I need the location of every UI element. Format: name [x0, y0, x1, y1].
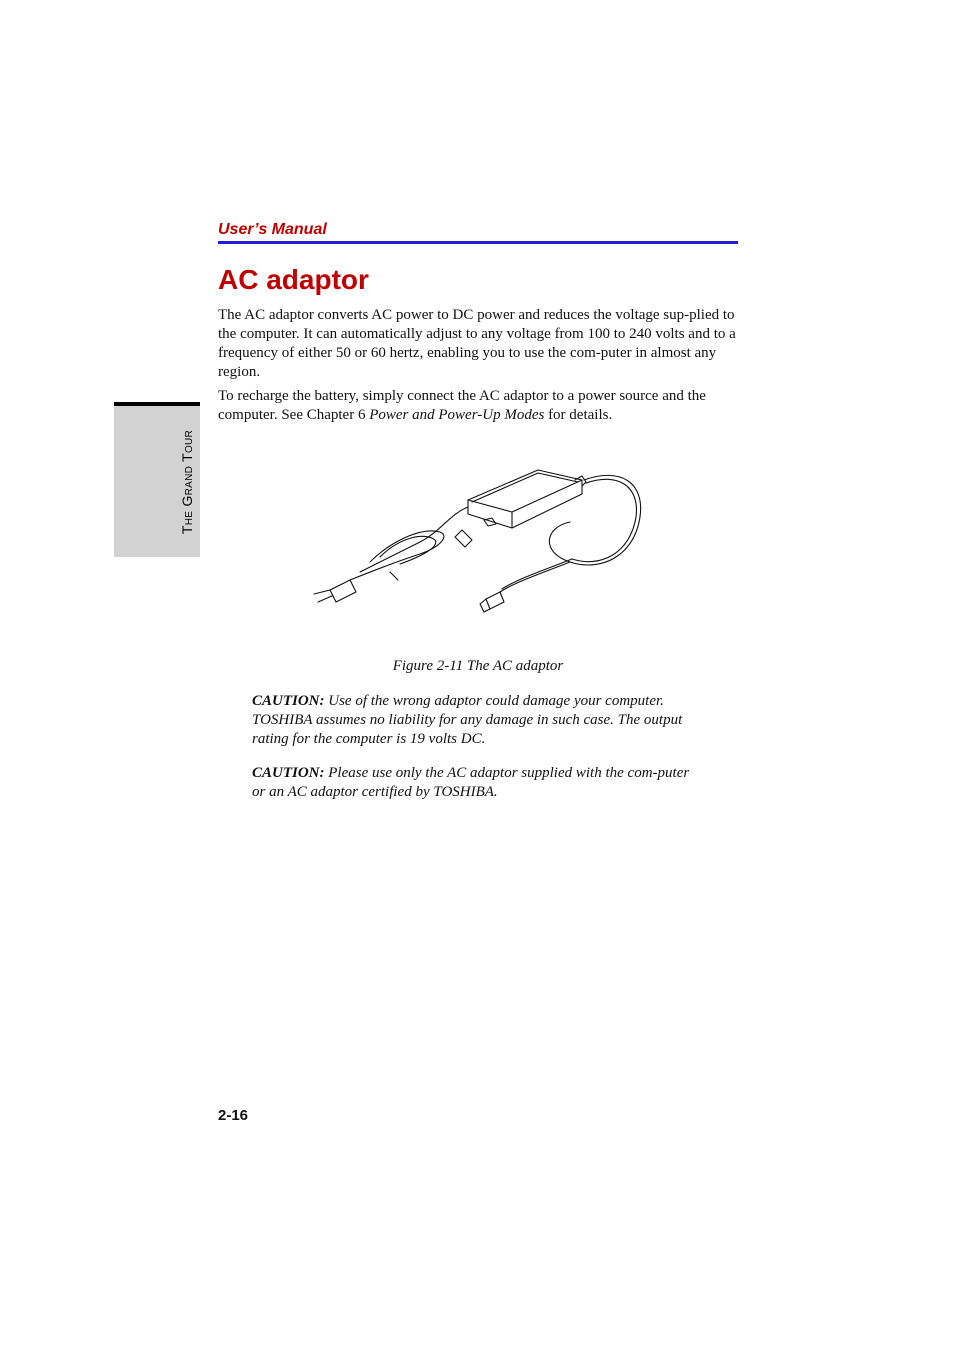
ac-adaptor-illustration [300, 462, 650, 622]
paragraph-recharge-tail: for details. [544, 407, 613, 423]
header-rule [218, 241, 738, 244]
adaptor-brick [468, 470, 586, 528]
chapter-reference: Power and Power-Up Modes [369, 407, 545, 423]
dc-cord [480, 475, 641, 612]
caution-label: CAUTION: [252, 693, 325, 709]
figure-caption: Figure 2-11 The AC adaptor [392, 658, 564, 674]
caution-text: Please use only the AC adaptor supplied with the com-puter or an AC adaptor certified by TOSHIBA. [252, 765, 690, 800]
chapter-side-tab [114, 402, 200, 557]
caution-text: Use of the wrong adaptor could damage your computer. TOSHIBA assumes no liability for any damage in such case. The output rating for the computer is 19 volts DC. [252, 693, 683, 747]
running-header-title: User’s Manual [218, 221, 327, 238]
caution-note-2 [252, 764, 702, 802]
caution-label: CAUTION: [252, 765, 325, 781]
chapter-side-tab-label: The Grand Tour [179, 429, 195, 534]
caution-note-1 [252, 692, 702, 749]
paragraph-recharge-text: To recharge the battery, simply connect the AC adaptor to a power source and the computer. See Chapter 6 [218, 388, 706, 423]
page-number: 2-16 [218, 1107, 249, 1124]
paragraph-recharge [218, 387, 740, 425]
ac-power-cord [314, 507, 472, 602]
section-title: AC adaptor [218, 264, 369, 295]
paragraph-intro: The AC adaptor converts AC power to DC power and reduces the voltage sup-plied to the computer. It can automatically adjust to any voltage from 100 to 240 volts and to a frequency of either 50 or 60 hertz, enabling you to use the com-puter in almost any region. [218, 307, 736, 380]
